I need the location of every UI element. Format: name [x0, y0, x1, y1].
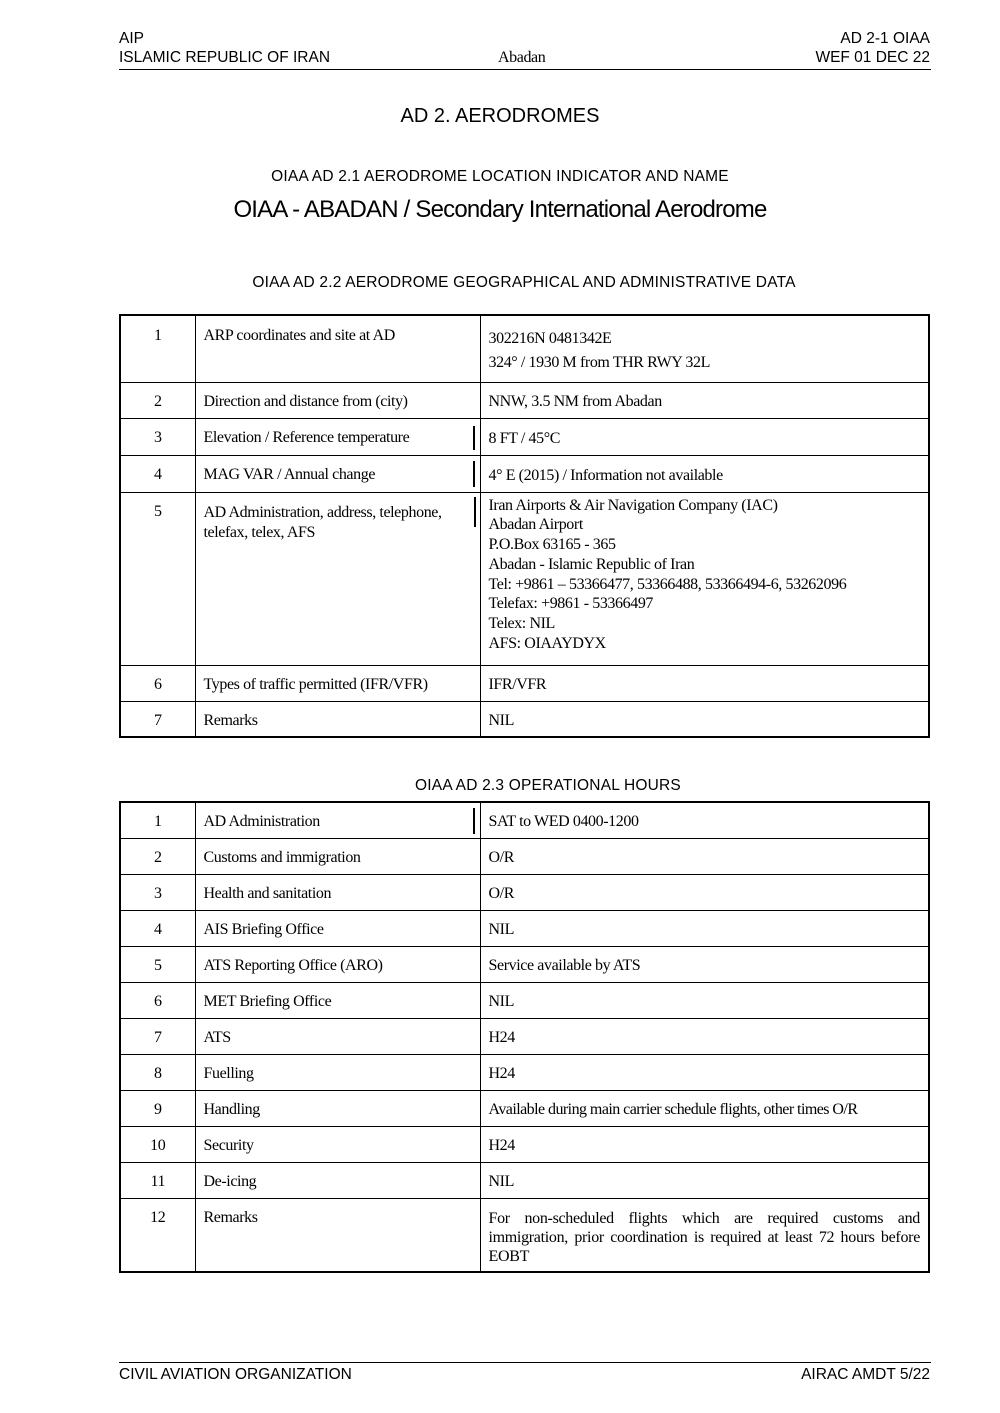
table-row — [120, 802, 929, 838]
row-number: 6 — [120, 665, 195, 701]
row-label: Handling — [195, 1090, 480, 1126]
row-label: Remarks — [195, 1198, 480, 1272]
row-label-text: AD Administration, address, telephone, telefax, telex, AFS — [203, 503, 442, 541]
header-aerodrome: Abadan — [498, 49, 546, 66]
row-number: 6 — [120, 982, 195, 1018]
row-value: NIL — [480, 1162, 929, 1198]
table-row — [120, 701, 929, 737]
address-line: Iran Airports & Air Navigation Company (IAC) — [488, 496, 778, 514]
table-row — [120, 1018, 929, 1054]
row-label: Direction and distance from (city) — [195, 382, 480, 418]
row-label — [195, 492, 480, 665]
table-row — [120, 874, 929, 910]
row-label: Types of traffic permitted (IFR/VFR) — [195, 665, 480, 701]
row-label: ATS — [195, 1018, 480, 1054]
row-label: De-icing — [195, 1162, 480, 1198]
row-number: 3 — [120, 418, 195, 455]
row-number: 3 — [120, 874, 195, 910]
change-bar — [474, 497, 476, 527]
row-number: 2 — [120, 382, 195, 418]
ad23-heading: OIAA AD 2.3 OPERATIONAL HOURS — [415, 777, 681, 794]
address-line: Abadan Airport — [488, 516, 583, 534]
table-row — [120, 315, 929, 382]
telephone-line: Tel: +9861 – 53366477, 53366488, 53366494-6, 53262096 — [488, 575, 847, 593]
row-number: 9 — [120, 1090, 195, 1126]
afs-line: AFS: OIAAYDYX — [488, 635, 606, 653]
row-number: 4 — [120, 910, 195, 946]
table-row — [120, 1054, 929, 1090]
row-value: 8 FT / 45°C — [480, 418, 929, 455]
row-value: H24 — [480, 1126, 929, 1162]
arp-coordinates: 302216N 0481342E — [488, 330, 612, 347]
row-label: AIS Briefing Office — [195, 910, 480, 946]
table-row — [120, 1162, 929, 1198]
row-label: Security — [195, 1126, 480, 1162]
row-number: 5 — [120, 492, 195, 665]
arp-site: 324° / 1930 M from THR RWY 32L — [488, 354, 711, 371]
table-row — [120, 946, 929, 982]
row-value: NIL — [480, 982, 929, 1018]
row-label: MET Briefing Office — [195, 982, 480, 1018]
row-value: SAT to WED 0400-1200 — [480, 802, 929, 838]
footer-divider — [119, 1362, 931, 1363]
ad22-table — [119, 314, 930, 738]
row-label — [195, 455, 480, 492]
row-label: ARP coordinates and site at AD — [195, 315, 480, 382]
row-value — [480, 492, 929, 665]
change-bar — [473, 461, 475, 487]
address-line: P.O.Box 63165 - 365 — [488, 536, 616, 554]
row-value: H24 — [480, 1054, 929, 1090]
row-label: Health and sanitation — [195, 874, 480, 910]
table-row — [120, 455, 929, 492]
table-row — [120, 382, 929, 418]
row-value: IFR/VFR — [480, 665, 929, 701]
row-value: 4° E (2015) / Information not available — [480, 455, 929, 492]
section-title: AD 2. AERODROMES — [400, 105, 600, 127]
row-number: 12 — [120, 1198, 195, 1272]
row-label-text: MAG VAR / Annual change — [203, 465, 376, 483]
table-row — [120, 1090, 929, 1126]
row-label: Fuelling — [195, 1054, 480, 1090]
ad22-heading: OIAA AD 2.2 AERODROME GEOGRAPHICAL AND ADMINISTRATIVE DATA — [252, 274, 796, 291]
header-page-id: AD 2-1 OIAA — [840, 30, 930, 47]
row-label-text: AD Administration — [203, 813, 320, 830]
row-value: Service available by ATS — [480, 946, 929, 982]
header-country: ISLAMIC REPUBLIC OF IRAN — [119, 49, 331, 66]
row-number: 7 — [120, 701, 195, 737]
table-row — [120, 1126, 929, 1162]
table-row — [120, 492, 929, 665]
telex-line: Telex: NIL — [488, 615, 555, 633]
header-divider — [119, 69, 931, 70]
row-label: Remarks — [195, 701, 480, 737]
table-row — [120, 665, 929, 701]
header-aip: AIP — [119, 30, 144, 47]
ad21-heading: OIAA AD 2.1 AERODROME LOCATION INDICATOR AND NAME — [271, 168, 729, 185]
telefax-line: Telefax: +9861 - 53366497 — [488, 595, 654, 613]
change-bar — [473, 808, 475, 834]
row-number: 4 — [120, 455, 195, 492]
row-value: O/R — [480, 874, 929, 910]
row-label-text: Elevation / Reference temperature — [203, 428, 410, 446]
row-label: ATS Reporting Office (ARO) — [195, 946, 480, 982]
row-value: NNW, 3.5 NM from Abadan — [480, 382, 929, 418]
address-line: Abadan - Islamic Republic of Iran — [488, 555, 695, 573]
row-value: Available during main carrier schedule flights, other times O/R — [480, 1090, 929, 1126]
row-label: Customs and immigration — [195, 838, 480, 874]
row-value: H24 — [480, 1018, 929, 1054]
row-value — [480, 315, 929, 382]
ad23-table — [119, 801, 930, 1273]
row-number: 5 — [120, 946, 195, 982]
table-row — [120, 910, 929, 946]
change-bar — [473, 426, 475, 450]
table-row — [120, 982, 929, 1018]
row-number: 10 — [120, 1126, 195, 1162]
row-number: 1 — [120, 315, 195, 382]
row-label — [195, 802, 480, 838]
row-number: 8 — [120, 1054, 195, 1090]
row-number: 2 — [120, 838, 195, 874]
row-value: NIL — [480, 910, 929, 946]
row-number: 1 — [120, 802, 195, 838]
row-value: O/R — [480, 838, 929, 874]
table-row — [120, 838, 929, 874]
table-row — [120, 1198, 929, 1272]
footer-organization: CIVIL AVIATION ORGANIZATION — [119, 1366, 352, 1383]
row-label — [195, 418, 480, 455]
header-effective-date: WEF 01 DEC 22 — [815, 49, 930, 66]
footer-amendment: AIRAC AMDT 5/22 — [801, 1366, 930, 1383]
row-value: NIL — [480, 701, 929, 737]
table-row — [120, 418, 929, 455]
aerodrome-name: OIAA - ABADAN / Secondary International Aerodrome — [233, 196, 767, 223]
row-value: For non-scheduled flights which are required customs and immigration, prior coordination is required at least 72 hours before EOBT — [480, 1198, 929, 1272]
row-number: 7 — [120, 1018, 195, 1054]
row-number: 11 — [120, 1162, 195, 1198]
